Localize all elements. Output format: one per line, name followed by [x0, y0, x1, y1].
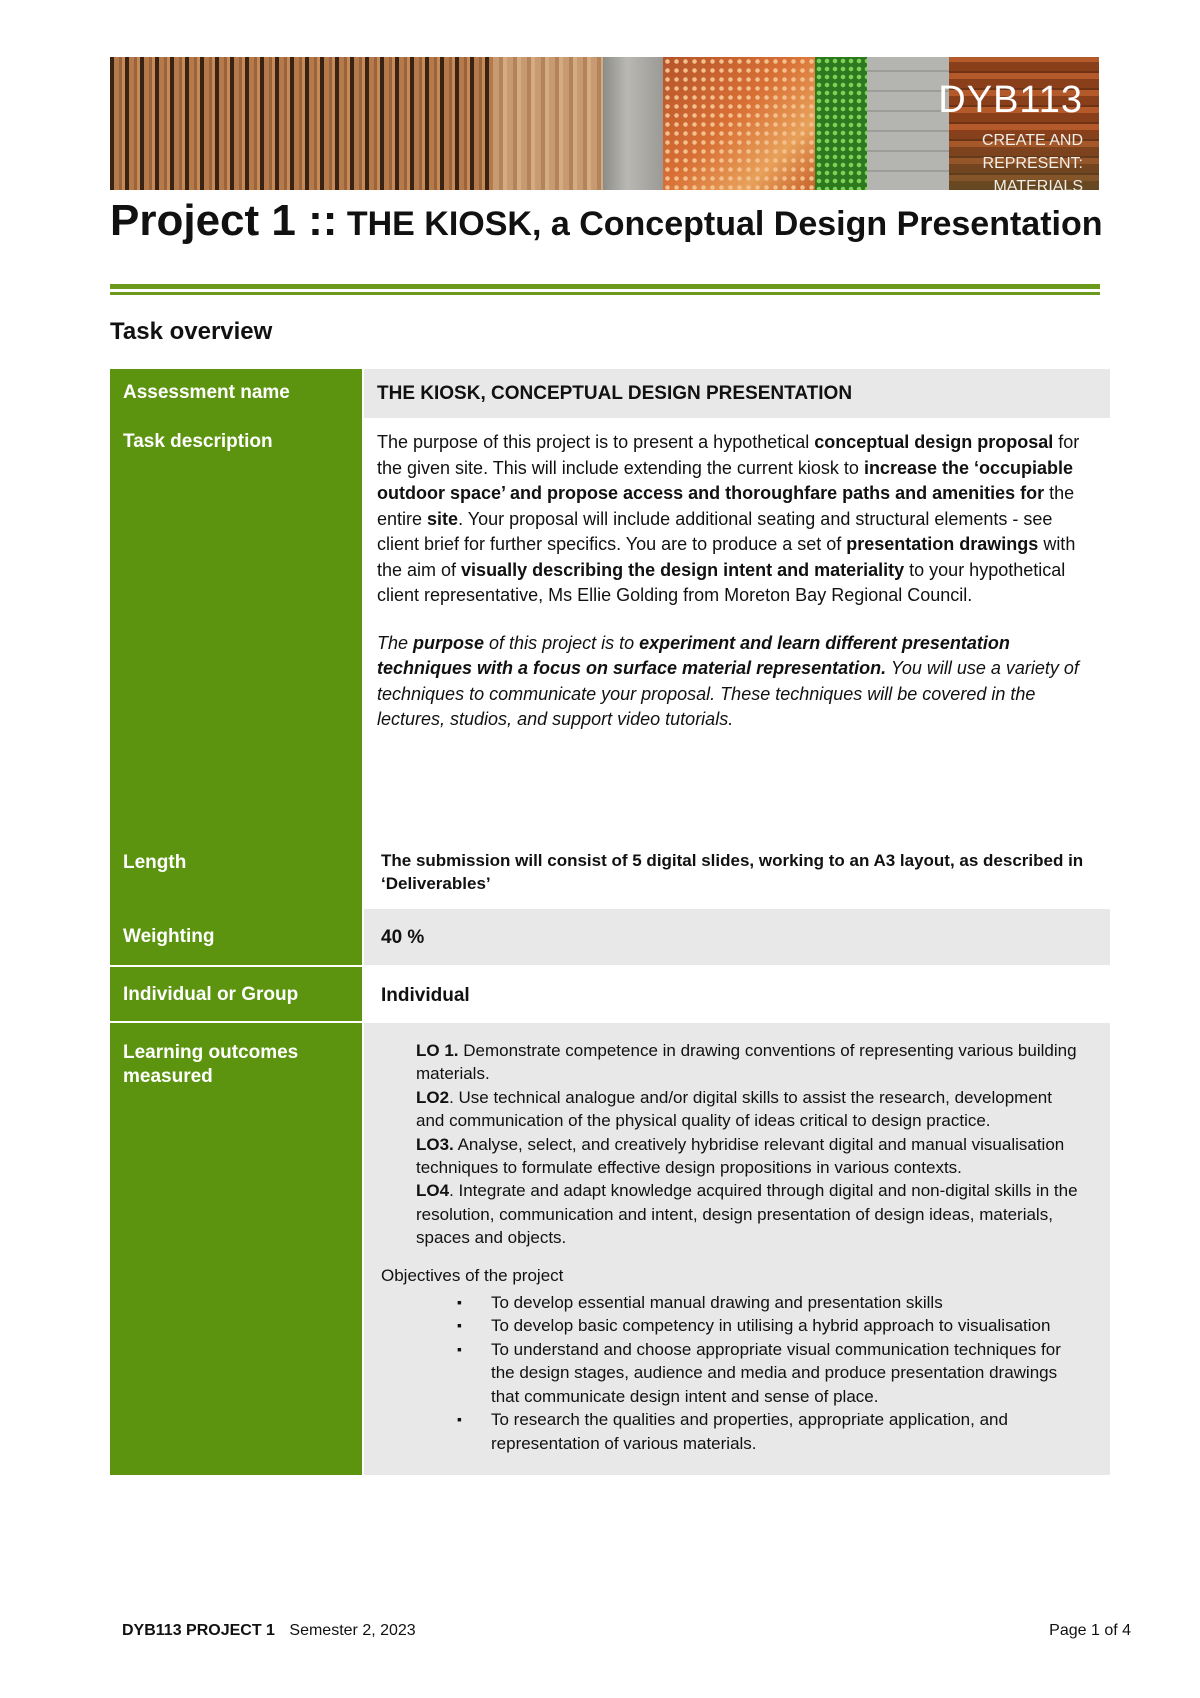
row-individual-or-group: [110, 967, 1110, 1021]
learning-outcome-text: Analyse, select, and creatively hybridise relevant digital and manual visualisation techniques to formulate effective design propositions in various contexts.: [416, 1134, 1065, 1178]
objectives-list: [381, 1291, 1080, 1455]
row-assessment-name: [110, 369, 1110, 418]
title-rule-thin: [110, 292, 1100, 295]
title-project: Project 1 ::: [110, 196, 338, 245]
value-learning-outcomes: [364, 1023, 1110, 1475]
learning-outcome-code: LO4: [416, 1181, 450, 1201]
title-rest: THE KIOSK, a Conceptual Design Presentation: [337, 205, 1103, 243]
learning-outcome-text: . Use technical analogue and/or digital skills to assist the research, development and communication of the physical quality of ideas critical to design practice.: [416, 1087, 1052, 1131]
row-length: [110, 831, 1110, 909]
task-description-paragraph-1: [377, 430, 1097, 609]
light-timber-image: [493, 57, 603, 190]
row-weighting: [110, 909, 1110, 965]
objective-item: ▪ To develop basic competency in utilising a hybrid approach to visualisation: [491, 1314, 1080, 1337]
value-individual-or-group: Individual: [381, 985, 470, 1006]
learning-outcome-code: LO3.: [416, 1134, 454, 1154]
learning-outcome-item: [416, 1179, 1080, 1249]
task-description-p2-run: experiment and learn different presentation techniques with a focus on surface material representation.: [377, 632, 1010, 678]
task-description-p2-run: You will use a variety of techniques to communicate your proposal. These techniques will be covered in the lectures, studios, and support video tutorials.: [377, 658, 1079, 729]
learning-outcome-code: LO2: [416, 1087, 450, 1107]
footer-course: DYB113 PROJECT 1 Semester 2, 2023: [122, 1622, 416, 1639]
task-description-p1-run: The purpose of this project is to present a hypothetical: [377, 432, 815, 452]
task-description-p1-run: . Your proposal will include additional seating and structural elements - see client brief for further specifics. You are to produce a set of: [377, 508, 1053, 554]
task-description-p1-run: to your hypothetical client representative, Ms Ellie Golding from Moreton Bay Regional Council.: [377, 559, 1066, 605]
perforated-copper-image: [663, 57, 815, 190]
task-description-p2-run: The: [377, 632, 414, 653]
value-assessment-name: THE KIOSK, CONCEPTUAL DESIGN PRESENTATION: [364, 369, 1110, 418]
label-length: Length: [110, 831, 362, 909]
label-weighting: Weighting: [110, 909, 362, 965]
task-description-p1-run: the entire: [377, 483, 1075, 529]
learning-outcome-item: [416, 1039, 1080, 1086]
learning-outcomes-list: [381, 1039, 1080, 1250]
label-assessment-name: Assessment name: [110, 369, 362, 418]
course-subtitle: CREATE AND REPRESENT: MATERIALS: [981, 132, 1083, 190]
section-heading: Task overview: [110, 318, 273, 345]
task-description-p2-run: of this project is to: [484, 632, 640, 653]
label-learning-outcomes: Learning outcomes measured: [110, 1023, 362, 1475]
task-description-paragraph-2: [377, 631, 1097, 733]
task-description-p1-run: visually describing the design intent and materiality: [461, 559, 905, 580]
learning-outcome-item: [416, 1133, 1080, 1180]
objective-item: ▪ To develop essential manual drawing and presentation skills: [491, 1291, 1080, 1314]
cedar-cladding-image: [938, 57, 1099, 190]
task-description-p1-run: with the aim of: [377, 534, 1076, 580]
task-description-p1-run: increase the ‘occupiable outdoor space’ and propose access and thoroughfare paths and amenities for: [377, 457, 1074, 503]
concrete-block-image: [867, 57, 949, 190]
learning-outcome-text: Demonstrate competence in drawing conventions of representing various building materials.: [416, 1041, 1077, 1084]
task-description-p2-run: purpose: [413, 632, 485, 653]
learning-outcome-code: LO 1.: [416, 1041, 459, 1060]
concrete-image: [603, 57, 663, 190]
row-task-description: [110, 418, 1110, 831]
title-rule-thick: [110, 284, 1100, 289]
learning-outcome-text: . Integrate and adapt knowledge acquired through digital and non-digital skills in the resolution, communication and intent, design presentation of design ideas, materials, spaces and objects.: [416, 1181, 1078, 1248]
task-description-p1-run: site: [427, 508, 459, 529]
value-length: The submission will consist of 5 digital slides, working to an A3 layout, as described in ‘Deliverables’: [381, 851, 1084, 893]
footer-page-number: Page 1 of 4: [1049, 1622, 1131, 1639]
objective-item: ▪ To understand and choose appropriate visual communication techniques for the design stages, audience and media and produce presentation drawings that communicate design intent and sense of place.: [491, 1338, 1080, 1408]
task-description-p1-run: presentation drawings: [846, 534, 1039, 554]
label-individual-or-group: Individual or Group: [110, 967, 362, 1021]
learning-outcome-item: [416, 1086, 1080, 1133]
page-title: [110, 196, 1110, 246]
row-learning-outcomes: [110, 1023, 1110, 1475]
green-perforated-panel-image: [815, 57, 867, 190]
timber-battens-image: [110, 57, 493, 190]
objectives-heading: Objectives of the project: [381, 1265, 564, 1285]
header-banner: [110, 57, 1099, 190]
task-description-p1-run: for the given site. This will include extending the current kiosk to: [377, 432, 1080, 478]
value-task-description: [364, 418, 1110, 831]
objective-item: ▪ To research the qualities and properties, appropriate application, and representation of various materials.: [491, 1408, 1080, 1455]
task-description-p1-run: conceptual design proposal: [814, 432, 1054, 452]
value-weighting: 40 %: [364, 909, 1110, 965]
label-task-description: Task description: [110, 418, 362, 831]
course-code: DYB113: [938, 79, 1083, 121]
